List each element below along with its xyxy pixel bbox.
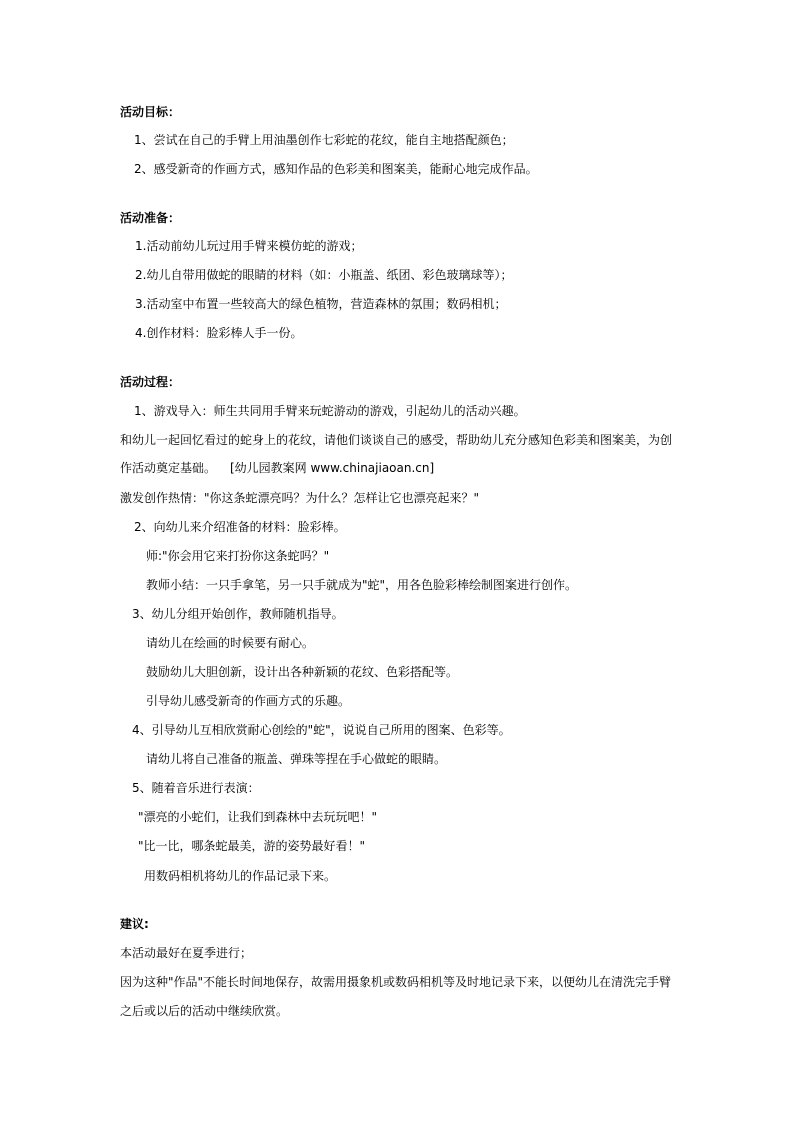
process-line: 请幼儿在绘画的时候要有耐心。 <box>146 636 315 650</box>
process-line: 作活动奠定基础。 <box>120 461 217 475</box>
process-line: 4、引导幼儿互相欣赏耐心创绘的"蛇"，说说自己所用的图案、色彩等。 <box>132 723 511 737</box>
prep-item-3: 3.活动室中布置一些较高大的绿色植物，营造森林的氛围；数码相机； <box>135 297 507 311</box>
process-line: 2、向幼儿来介绍准备的材料：脸彩棒。 <box>134 520 346 534</box>
prep-item-2: 2.幼儿自带用做蛇的眼睛的材料（如：小瓶盖、纸团、彩色玻璃球等）； <box>135 268 513 282</box>
process-line: 鼓励幼儿大胆创新，设计出各种新颖的花纹、色彩搭配等。 <box>146 665 459 679</box>
process-line: "比一比，哪条蛇最美，游的姿势最好看！" <box>138 839 366 853</box>
source-link[interactable]: [幼儿园教案网 www.chinajiaoan.cn] <box>230 461 435 475</box>
process-line: 教师小结：一只手拿笔，另一只手就成为"蛇"，用各色脸彩棒绘制图案进行创作。 <box>146 578 578 592</box>
advice-line: 之后或以后的活动中继续欣赏。 <box>120 1004 289 1018</box>
prep-item-4: 4.创作材料：脸彩棒人手一份。 <box>135 326 303 340</box>
process-line: 师:"你会用它来打扮你这条蛇吗？" <box>146 549 330 563</box>
goal-item-1: 1、尝试在自己的手臂上用油墨创作七彩蛇的花纹，能自主地搭配颜色； <box>134 133 514 147</box>
process-line: "漂亮的小蛇们，让我们到森林中去玩玩吧！" <box>138 810 378 824</box>
process-line: 和幼儿一起回忆看过的蛇身上的花纹，请他们谈谈自己的感受，帮助幼儿充分感知色彩美和图案美，为创 <box>120 433 673 447</box>
process-line: 用数码相机将幼儿的作品记录下来。 <box>144 869 337 883</box>
process-line: 请幼儿将自己准备的瓶盖、弹珠等捏在手心做蛇的眼睛。 <box>146 752 447 766</box>
prep-heading: 活动准备： <box>120 211 181 225</box>
prep-item-1: 1.活动前幼儿玩过用手臂来模仿蛇的游戏； <box>135 239 363 253</box>
goals-heading: 活动目标： <box>120 105 181 119</box>
advice-line: 本活动最好在夏季进行； <box>120 946 253 960</box>
goal-item-2: 2、感受新奇的作画方式，感知作品的色彩美和图案美，能耐心地完成作品。 <box>134 162 538 176</box>
process-line: 5、随着音乐进行表演： <box>132 781 260 795</box>
process-line: 1、游戏导入：师生共同用手臂来玩蛇游动的游戏，引起幼儿的活动兴趣。 <box>134 404 526 418</box>
advice-line: 因为这种"作品"不能长时间地保存，故需用摄象机或数码相机等及时地记录下来，以便幼儿在清洗完手臂 <box>120 975 672 989</box>
process-heading: 活动过程： <box>120 375 181 389</box>
advice-heading: 建议: <box>120 917 149 931</box>
process-line: 激发创作热情："你这条蛇漂亮吗？为什么？怎样让它也漂亮起来？" <box>120 491 480 505</box>
process-line: 3、幼儿分组开始创作，教师随机指导。 <box>132 607 344 621</box>
process-line: 引导幼儿感受新奇的作画方式的乐趣。 <box>146 694 351 708</box>
